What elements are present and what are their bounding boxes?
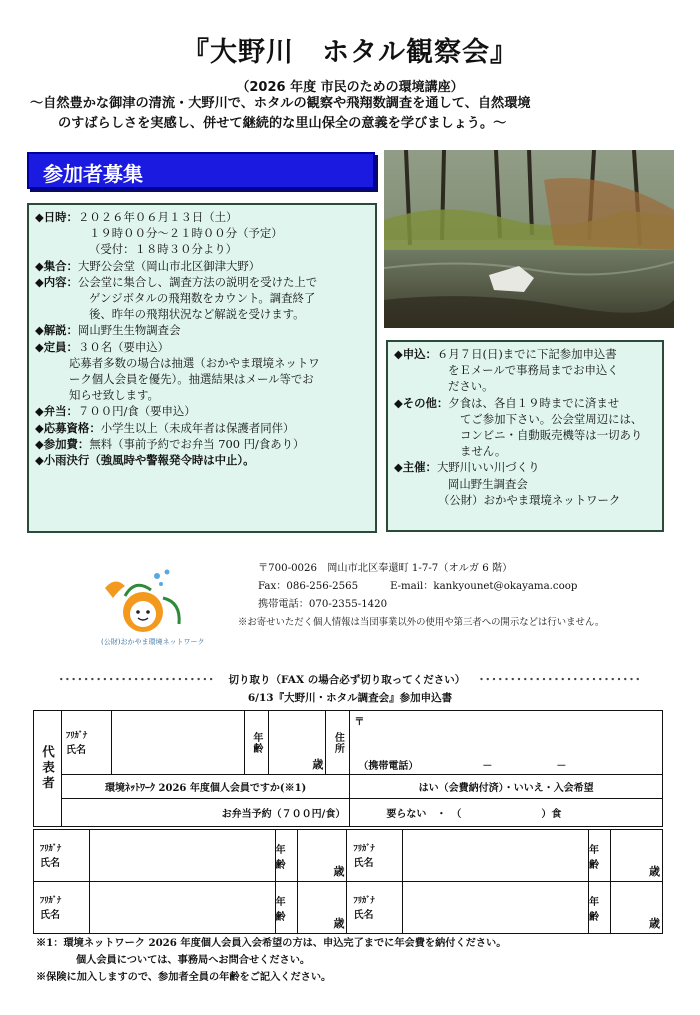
- participant-row: [34, 882, 663, 934]
- river-photo: [384, 150, 674, 328]
- participant-age-label: 年齢: [275, 882, 297, 934]
- info-other: ◆その他： 夕食は、各自１９時までに済ませ: [394, 395, 620, 410]
- participant-age-label: 年齢: [589, 830, 611, 882]
- member-question: 環境ﾈｯﾄﾜｰｸ 2026 年度個人会員ですか(※1): [61, 775, 349, 799]
- detail-rain: ◆小雨決行（強風時や警報発令時は中止）。: [35, 453, 255, 468]
- footnote-1-cont: 個人会員については、事務局へお問合せください。: [76, 954, 311, 966]
- detail-guide: ◆解説： 岡山野生生物調査会: [35, 323, 181, 338]
- logo-text: (公財)おかやま環境ネットワーク: [101, 638, 205, 646]
- detail-capacity: ◆定員： ３０名（要申込）: [35, 339, 170, 354]
- lead-line-2: のすばらしさを実感し、併せて継続的な里山保全の意義を学びましょう。～: [58, 116, 507, 131]
- lead-line-1: ～自然豊かな御津の清流・大野川で、ホタルの観察や飛翔数調査を通して、自然環境: [30, 96, 531, 111]
- participant-age-field[interactable]: 歳: [611, 830, 663, 882]
- participant-row: [34, 830, 663, 882]
- detail-eligibility: ◆応募資格： 小学生以上（未成年者は保護者同伴）: [35, 420, 295, 435]
- bento-question: お弁当予約（７００円/食）: [61, 799, 349, 827]
- participant-age-field[interactable]: 歳: [611, 882, 663, 934]
- rep-age-field[interactable]: 歳: [268, 711, 325, 775]
- member-answer[interactable]: はい（会費納付済）・いいえ・入会希望: [350, 775, 663, 799]
- participant-age-field[interactable]: 歳: [297, 830, 347, 882]
- representative-label: 代表者: [34, 711, 62, 827]
- participants-table: [33, 829, 663, 934]
- rep-name-label: ﾌﾘｶﾞﾅ 氏名: [61, 711, 111, 775]
- logo-icon: [95, 568, 205, 650]
- okayama-env-network-logo: [95, 568, 205, 650]
- footnote-2: ※保険に加入しますので、参加者全員の年齢をご記入ください。: [36, 971, 332, 983]
- detail-bento: ◆弁当： ７００円/食（要申込）: [35, 404, 196, 419]
- form-title: 6/13『大野川・ホタル調査会』参加申込書: [247, 692, 453, 704]
- lead-text: [30, 94, 680, 134]
- participant-name-field[interactable]: [89, 882, 275, 934]
- detail-content: ◆内容： 公会堂に集合し、調査方法の説明を受けた上で: [35, 274, 318, 289]
- contact-info: [238, 560, 684, 632]
- detail-meeting: ◆集合： 大野公会堂（岡山市北区御津大野）: [35, 258, 261, 273]
- river-photo-image: [384, 150, 674, 328]
- contact-mobile: 携帯電話：070-2355-1420: [258, 599, 388, 610]
- rep-mobile-field: （携帯電話） － －: [358, 761, 567, 772]
- contact-email[interactable]: E‐mail：kankyounet@okayama.coop: [390, 581, 578, 592]
- rep-address-label: 住所: [326, 711, 350, 775]
- rep-address-field[interactable]: 〒 （携帯電話） － －: [350, 711, 663, 775]
- event-details-box: ◆日時： ２０２６年０６月１３日（土） １９時００分～２１時００分（予定） （受付：１８時３０分より） ◆集合： 大野公会堂（岡山市北区御津大野） ◆内容： 公会堂に集合し、調査方法の説明を受けた上で ゲンジボタルの飛翔数をカウント。調査終了 後、昨年の飛翔状況など解説を受けます。 ◆解説： 岡山野生生物調査会 ◆定員： ３０名（要申込） 応募者多数の場合は抽選（おかやま環境ネットワ ーク個人会員を優先）。抽選結果はメール等でお 知らせ致します。 ◆弁当： ７００円/食（要申込） ◆応募資格： 小学生以上（未成年者は保護者同伴） ◆参加費： 無料（事前予約でお弁当 700 円/食あり） ◆小雨決行（強風時や警報発令時は中止）。: [27, 203, 377, 533]
- footnote-1: ※1：環境ネットワーク 2026 年度個人会員入会希望の方は、申込完了までに年会費を納付ください。: [36, 937, 507, 949]
- participant-name-label: ﾌﾘｶﾞﾅ 氏名: [347, 830, 403, 882]
- cut-line: ･････････････････････････ 切り取り（FAX の場合必ず切り取ってください） ･･････････････････････････: [58, 674, 642, 686]
- contact-fax-email: [244, 578, 684, 596]
- contact-fax: Fax：086-256-2565: [258, 581, 359, 592]
- rep-name-field[interactable]: [111, 711, 244, 775]
- participant-age-label: 年齢: [589, 882, 611, 934]
- info-host: ◆主催： 大野川いい川づくり: [394, 460, 540, 475]
- footnotes: [36, 935, 676, 986]
- recruit-banner: 参加者募集: [27, 152, 375, 189]
- info-apply: ◆申込： ６月７日(日)までに下記参加申込書: [394, 347, 617, 361]
- participant-age-label: 年齢: [275, 830, 297, 882]
- participant-name-label: ﾌﾘｶﾞﾅ 氏名: [347, 882, 403, 934]
- application-form: [33, 710, 663, 827]
- application-info-box: ◆申込： ６月７日(日)までに下記参加申込書 をＥメールで事務局までお申込く ださい。 ◆その他： 夕食は、各自１９時までに済ませ てご参加下さい。公会堂周辺には、 コンビニ・自動販売機等は一切あり ません。 ◆主催： 大野川いい川づくり 岡山野生調査会 （公財）おかやま環境ネットワーク: [386, 340, 664, 532]
- participant-age-field[interactable]: 歳: [297, 882, 347, 934]
- rep-age-label: 年齢: [244, 711, 268, 775]
- participant-name-field[interactable]: [89, 830, 275, 882]
- privacy-note: ※お寄せいただく個人情報は当団事業以外の使用や第三者への開示などは行いません。: [238, 617, 605, 628]
- detail-date: ◆日時： ２０２６年０６月１３日（土）: [35, 210, 238, 224]
- participant-name-field[interactable]: [403, 830, 589, 882]
- participant-name-field[interactable]: [403, 882, 589, 934]
- participant-name-label: ﾌﾘｶﾞﾅ 氏名: [34, 830, 90, 882]
- detail-fee: ◆参加費： 無料（事前予約でお弁当 700 円/食あり）: [35, 436, 305, 451]
- contact-address: 〒700-0026 岡山市北区奉還町 1-7-7（オルガ 6 階）: [258, 563, 513, 574]
- bento-answer[interactable]: 要らない ・ （ ）食: [350, 799, 663, 827]
- subtitle: （2026 年度 市民のための環境講座）: [236, 80, 464, 95]
- participant-name-label: ﾌﾘｶﾞﾅ 氏名: [34, 882, 90, 934]
- page-title: 『大野川 ホタル観察会』: [182, 37, 518, 68]
